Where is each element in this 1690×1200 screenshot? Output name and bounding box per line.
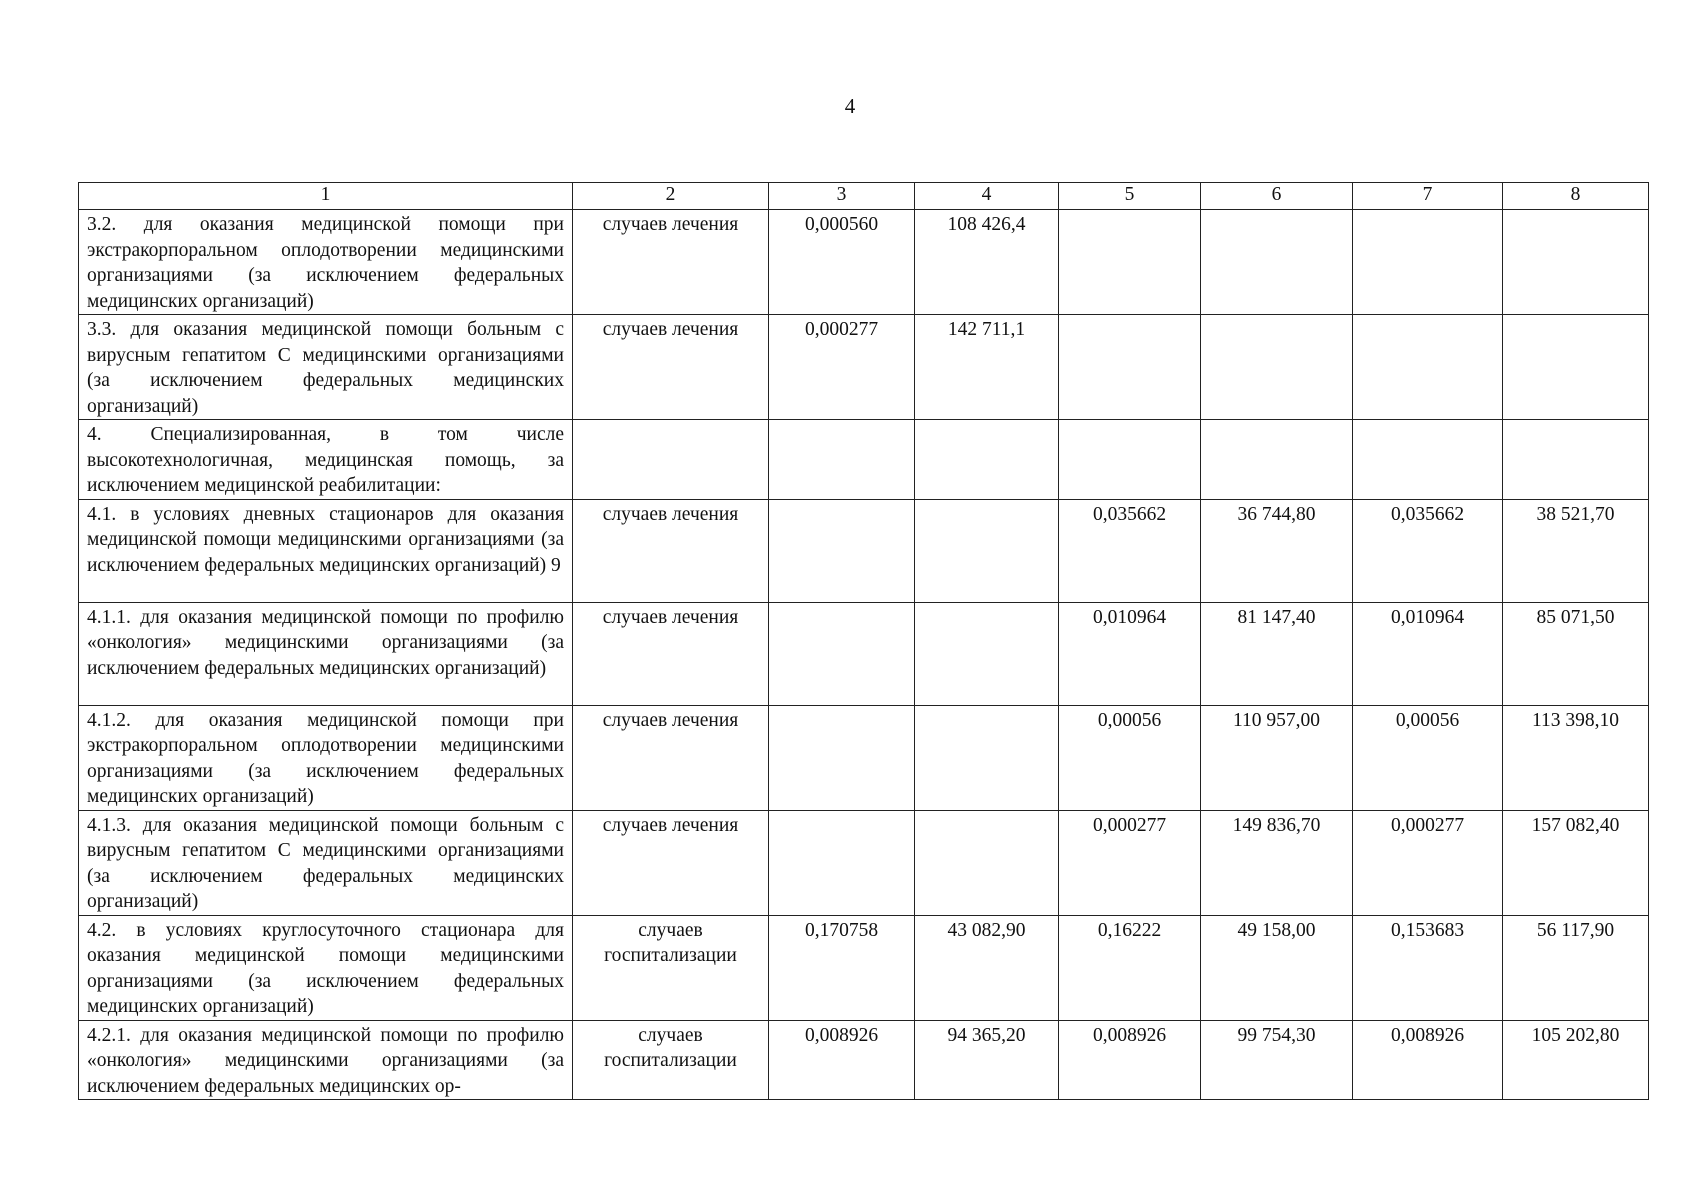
unit-cell: случаев лечения [573, 210, 769, 315]
value-cell-5: 0,000277 [1059, 810, 1201, 915]
header-cell: 7 [1353, 183, 1503, 210]
value-cell-4 [915, 420, 1059, 500]
value-cell-5: 0,010964 [1059, 602, 1201, 705]
value-cell-3 [769, 810, 915, 915]
value-cell-4: 43 082,90 [915, 915, 1059, 1020]
header-cell: 5 [1059, 183, 1201, 210]
value-cell-7: 0,035662 [1353, 499, 1503, 602]
page-number: 4 [844, 94, 856, 118]
value-cell-8: 38 521,70 [1503, 499, 1649, 602]
row-name-cell: 4.1.3. для оказания медицинской помощи больным с вирусным гепатитом С медицинскими организациями (за исключением федеральных медицинских организаций) [79, 810, 573, 915]
value-cell-8 [1503, 420, 1649, 500]
value-cell-4 [915, 499, 1059, 602]
row-name-cell: 4. Специализированная, в том числе высокотехнологичная, медицинская помощь, за исключением медицинской реабилитации: [79, 420, 573, 500]
value-cell-3: 0,000277 [769, 315, 915, 420]
row-name-cell: 4.2.1. для оказания медицинской помощи по профилю «онкология» медицинскими организациями (за исключением федеральных медицинских ор- [79, 1020, 573, 1100]
row-name-cell: 4.1.1. для оказания медицинской помощи по профилю «онкология» медицинскими организациями (за исключением федеральных медицинских организаций) [79, 602, 573, 705]
header-row [79, 183, 1649, 210]
value-cell-7: 0,010964 [1353, 602, 1503, 705]
table-row [79, 210, 1649, 315]
value-cell-3: 0,008926 [769, 1020, 915, 1100]
row-name-cell: 4.2. в условиях круглосуточного стационара для оказания медицинской помощи медицинскими организациями (за исключением федеральных медицинских организаций) [79, 915, 573, 1020]
unit-cell: случаев лечения [573, 499, 769, 602]
table-row [79, 705, 1649, 810]
unit-cell: случаев госпитализации [573, 915, 769, 1020]
unit-cell: случаев лечения [573, 810, 769, 915]
value-cell-7: 0,00056 [1353, 705, 1503, 810]
value-cell-8: 56 117,90 [1503, 915, 1649, 1020]
table-row [79, 315, 1649, 420]
table-row [79, 420, 1649, 500]
value-cell-6: 149 836,70 [1201, 810, 1353, 915]
value-cell-3 [769, 420, 915, 500]
value-cell-5 [1059, 210, 1201, 315]
header-cell: 8 [1503, 183, 1649, 210]
table-row [79, 499, 1649, 602]
value-cell-3 [769, 705, 915, 810]
value-cell-4: 108 426,4 [915, 210, 1059, 315]
unit-cell [573, 420, 769, 500]
table-row [79, 1020, 1649, 1100]
header-cell: 1 [79, 183, 573, 210]
value-cell-5 [1059, 315, 1201, 420]
value-cell-8: 105 202,80 [1503, 1020, 1649, 1100]
value-cell-8: 85 071,50 [1503, 602, 1649, 705]
value-cell-4 [915, 810, 1059, 915]
value-cell-7: 0,008926 [1353, 1020, 1503, 1100]
value-cell-7 [1353, 315, 1503, 420]
row-name-cell: 3.3. для оказания медицинской помощи больным с вирусным гепатитом С медицинскими организациями (за исключением федеральных медицинских организаций) [79, 315, 573, 420]
value-cell-6 [1201, 210, 1353, 315]
value-cell-5: 0,035662 [1059, 499, 1201, 602]
row-name-cell: 3.2. для оказания медицинской помощи при экстракорпоральном оплодотворении медицинскими организациями (за исключением федеральных медицинских организаций) [79, 210, 573, 315]
header-cell: 4 [915, 183, 1059, 210]
unit-cell: случаев госпитализации [573, 1020, 769, 1100]
unit-cell: случаев лечения [573, 705, 769, 810]
value-cell-8 [1503, 315, 1649, 420]
value-cell-6 [1201, 315, 1353, 420]
value-cell-8: 113 398,10 [1503, 705, 1649, 810]
value-cell-5: 0,008926 [1059, 1020, 1201, 1100]
header-cell: 2 [573, 183, 769, 210]
value-cell-6 [1201, 420, 1353, 500]
value-cell-4: 142 711,1 [915, 315, 1059, 420]
value-cell-7: 0,153683 [1353, 915, 1503, 1020]
header-cell: 6 [1201, 183, 1353, 210]
table-row [79, 602, 1649, 705]
unit-cell: случаев лечения [573, 315, 769, 420]
value-cell-6: 81 147,40 [1201, 602, 1353, 705]
value-cell-6: 99 754,30 [1201, 1020, 1353, 1100]
table-row [79, 810, 1649, 915]
value-cell-6: 110 957,00 [1201, 705, 1353, 810]
value-cell-6: 49 158,00 [1201, 915, 1353, 1020]
value-cell-4 [915, 602, 1059, 705]
value-cell-3: 0,000560 [769, 210, 915, 315]
value-cell-7 [1353, 420, 1503, 500]
value-cell-5: 0,16222 [1059, 915, 1201, 1020]
value-cell-4: 94 365,20 [915, 1020, 1059, 1100]
value-cell-5 [1059, 420, 1201, 500]
value-cell-3: 0,170758 [769, 915, 915, 1020]
value-cell-6: 36 744,80 [1201, 499, 1353, 602]
table-row [79, 915, 1649, 1020]
unit-cell: случаев лечения [573, 602, 769, 705]
value-cell-4 [915, 705, 1059, 810]
value-cell-3 [769, 602, 915, 705]
value-cell-8 [1503, 210, 1649, 315]
value-cell-7 [1353, 210, 1503, 315]
header-cell: 3 [769, 183, 915, 210]
value-cell-7: 0,000277 [1353, 810, 1503, 915]
row-name-cell: 4.1.2. для оказания медицинской помощи при экстракорпоральном оплодотворении медицинскими организациями (за исключением федеральных медицинских организаций) [79, 705, 573, 810]
value-cell-8: 157 082,40 [1503, 810, 1649, 915]
value-cell-5: 0,00056 [1059, 705, 1201, 810]
data-table [78, 182, 1649, 1100]
row-name-cell: 4.1. в условиях дневных стационаров для оказания медицинской помощи медицинскими организациями (за исключением федеральных медицинских организаций) 9 [79, 499, 573, 602]
value-cell-3 [769, 499, 915, 602]
